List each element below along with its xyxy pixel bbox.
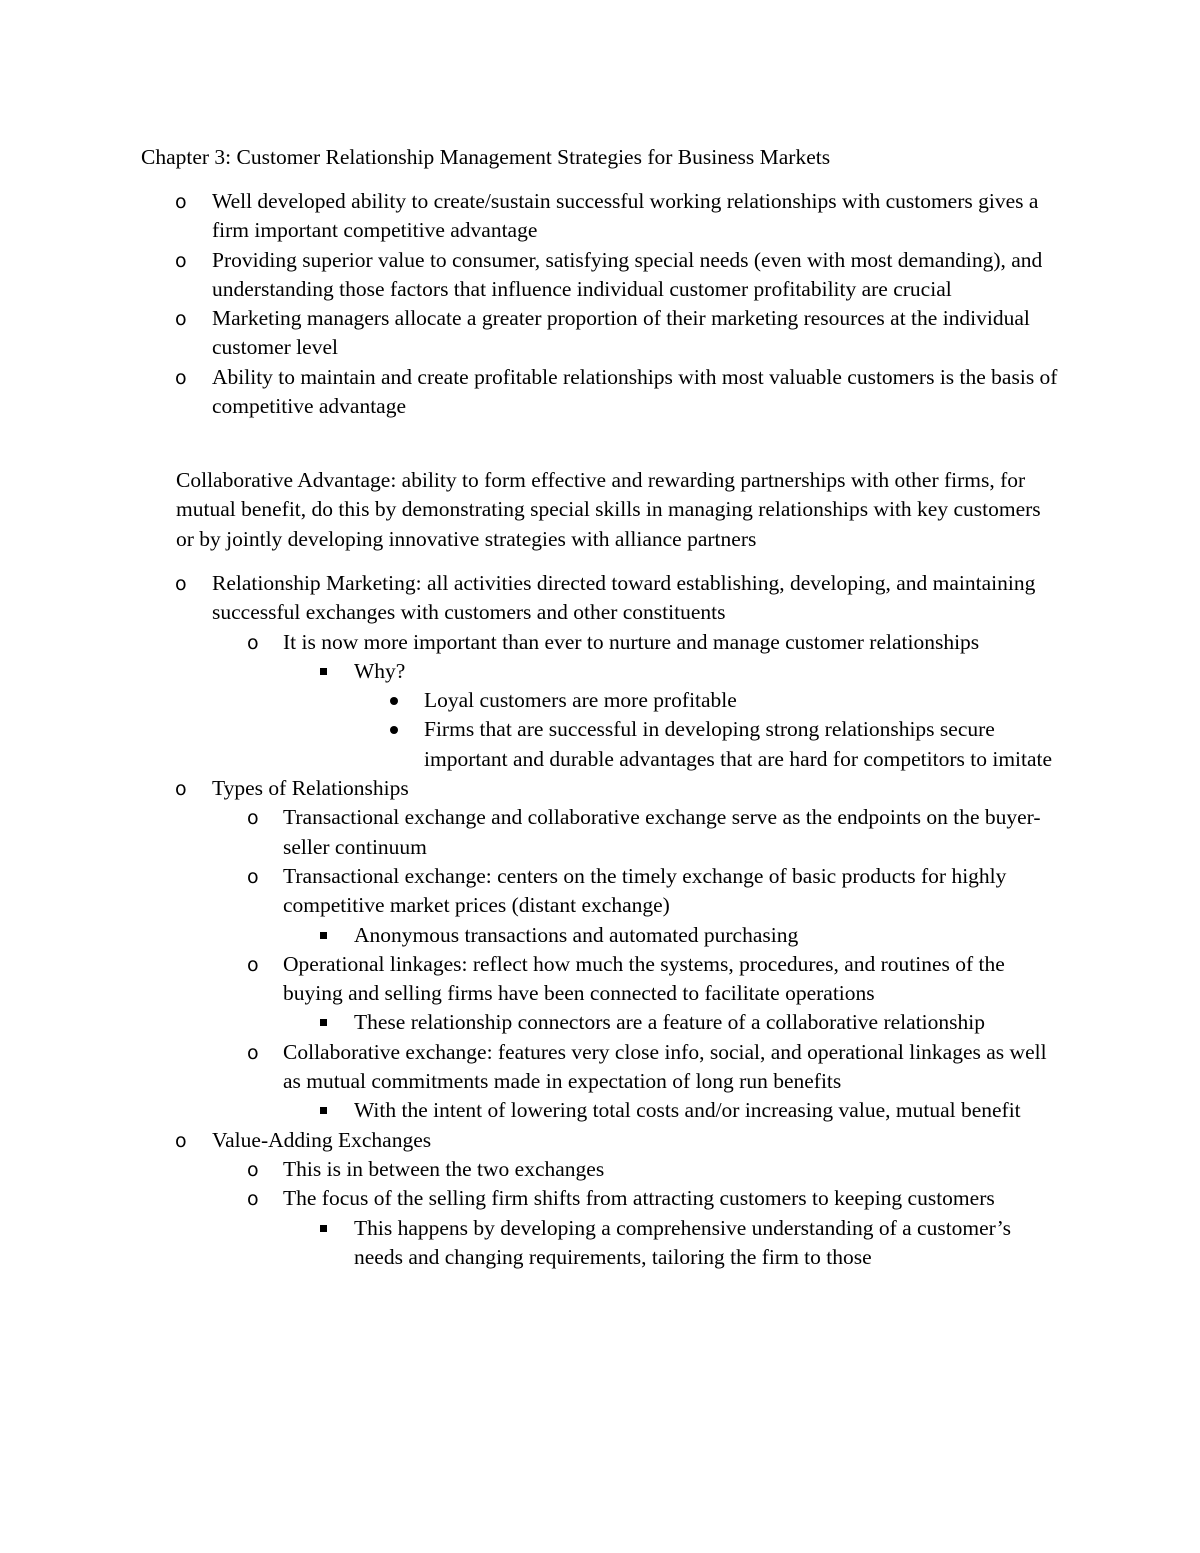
dot-bullet-icon	[390, 697, 398, 705]
circle-bullet-icon: o	[175, 573, 187, 595]
list-item-text: Transactional exchange: centers on the timely exchange of basic products for highly competitive market prices (distant exchange)	[283, 863, 1007, 918]
list-item	[0, 1096, 1064, 1125]
list-item	[0, 803, 1063, 862]
list-item-text: Well developed ability to create/sustain successful working relationships with customers gives a firm important competitive advantage	[212, 189, 1039, 243]
circle-bullet-icon: o	[175, 778, 187, 801]
circle-bullet-icon: o	[175, 308, 187, 331]
circle-bullet-icon: o	[247, 953, 259, 976]
square-bullet-icon	[320, 1225, 327, 1232]
list-item-text: Ability to maintain and create profitable relationships with most valuable customers is the basis of competitive advantage	[212, 364, 1058, 419]
square-bullet-icon	[320, 1107, 327, 1114]
intro-bullet-list	[0, 187, 1200, 421]
collaborative-advantage-paragraph: Collaborative Advantage: ability to form effective and rewarding partnerships with other firms, for mutual benefit, do this by demonstrating special skills in managing relationships with key customers or by jointly developing innovative strategies with alliance partners	[176, 468, 1041, 551]
dot-bullet-icon	[390, 726, 398, 734]
circle-bullet-icon: o	[175, 191, 187, 213]
list-item-text: The focus of the selling firm shifts from attracting customers to keeping customers	[283, 1186, 995, 1211]
list-item	[0, 774, 1072, 803]
circle-bullet-icon: o	[247, 1158, 259, 1181]
square-bullet-icon	[320, 1019, 327, 1026]
list-item-text: It is now more important than ever to nurture and manage customer relationships	[283, 629, 980, 654]
list-item	[0, 304, 1072, 363]
list-item-text: Operational linkages: reflect how much the systems, procedures, and routines of the buying and selling firms have been connected to facilitate operations	[283, 951, 1005, 1006]
list-item-text: Anonymous transactions and automated purchasing	[354, 922, 799, 947]
list-item-text: Providing superior value to consumer, satisfying special needs (even with most demanding), and understanding those factors that influence individual customer profitability are crucial	[212, 247, 1043, 301]
list-item-text: Collaborative exchange: features very close info, social, and operational linkages as well as mutual commitments made in expectation of long run benefits	[283, 1039, 1047, 1094]
list-item	[0, 628, 1063, 657]
list-item	[0, 715, 1064, 774]
list-item	[0, 1155, 1063, 1184]
page-title: Chapter 3: Customer Relationship Management Strategies for Business Markets	[141, 145, 831, 169]
list-item	[0, 187, 1072, 246]
list-item-text: These relationship connectors are a feature of a collaborative relationship	[354, 1010, 985, 1035]
circle-bullet-icon: o	[175, 1129, 187, 1152]
circle-bullet-icon: o	[247, 807, 259, 830]
list-item	[0, 1126, 1072, 1155]
list-item-text: Types of Relationships	[212, 776, 409, 801]
list-item-text: With the intent of lowering total costs and/or increasing value, mutual benefit	[354, 1098, 1021, 1123]
list-item	[0, 862, 1063, 921]
list-item-text: Firms that are successful in developing strong relationships secure important and durable advantages that are hard for competitors to imitate	[424, 717, 1053, 771]
list-item	[0, 1184, 1063, 1213]
circle-bullet-icon: o	[175, 366, 187, 389]
list-item	[0, 950, 1063, 1009]
list-item-text: Marketing managers allocate a greater proportion of their marketing resources at the individual customer level	[212, 306, 1030, 360]
list-item-text: This is in between the two exchanges	[283, 1156, 605, 1181]
circle-bullet-icon: o	[247, 631, 259, 654]
circle-bullet-icon: o	[247, 865, 259, 888]
list-item-text: Relationship Marketing: all activities directed toward establishing, developing, and maintaining successful exchanges with customers and other constituents	[212, 571, 1036, 625]
circle-bullet-icon: o	[247, 1188, 259, 1211]
list-item	[0, 569, 1072, 628]
list-item	[0, 686, 1064, 715]
list-item	[0, 921, 1064, 950]
list-item	[0, 1038, 1063, 1097]
list-item	[0, 363, 1072, 422]
circle-bullet-icon: o	[175, 249, 187, 272]
list-item-text: Why?	[354, 658, 406, 683]
list-item	[0, 1008, 1064, 1037]
list-item-text: Loyal customers are more profitable	[424, 688, 737, 713]
list-item-text: Value-Adding Exchanges	[212, 1127, 432, 1152]
list-item-text: This happens by developing a comprehensive understanding of a customer’s needs and changing requirements, tailoring the firm to those	[354, 1215, 1011, 1269]
circle-bullet-icon: o	[247, 1041, 259, 1064]
list-item	[0, 657, 1064, 686]
list-item	[0, 246, 1072, 305]
square-bullet-icon	[320, 668, 327, 675]
square-bullet-icon	[320, 932, 327, 939]
list-item	[0, 1214, 1064, 1273]
relationship-outline	[0, 569, 1200, 1272]
list-item-text: Transactional exchange and collaborative exchange serve as the endpoints on the buyer-seller continuum	[283, 805, 1041, 859]
